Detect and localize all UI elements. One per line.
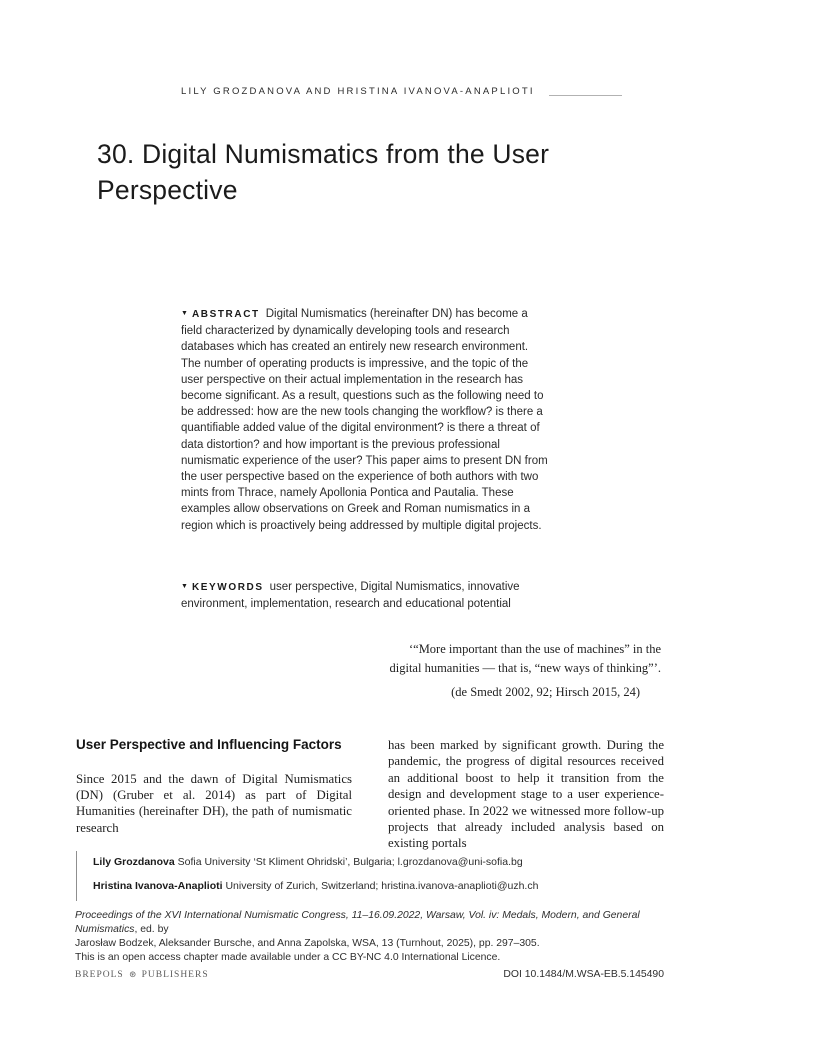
running-head-rule — [549, 95, 622, 96]
right-column-paragraph: has been marked by significant growth. During the pandemic, the progress of digital resources received an additional boost to help it transition from the design and development stage to a user experience-oriented phase. In 2022 we witnessed more follow-up projects that already included analysis based on existing portals — [388, 738, 664, 851]
publisher-mark-icon: ⊛ — [129, 969, 137, 979]
author-affiliation: Sofia University ‘St Kliment Ohridski’, Bulgaria; l.grozdanova@uni-sofia.bg — [177, 856, 523, 868]
triangle-down-icon: ▼ — [181, 310, 188, 317]
doi-text: DOI 10.1484/M.WSA-EB.5.145490 — [503, 969, 664, 980]
imprint-bottom-row — [75, 967, 664, 982]
epigraph-citation: (de Smedt 2002, 92; Hirsch 2015, 24) — [451, 685, 640, 699]
publisher-word: PUBLISHERS — [141, 970, 209, 980]
publisher-name: BREPOLS — [75, 970, 124, 980]
abstract-label: ABSTRACT — [191, 309, 260, 320]
keywords-label: KEYWORDS — [191, 582, 264, 593]
triangle-down-icon: ▼ — [181, 583, 188, 590]
keywords-block — [181, 579, 549, 612]
left-column-paragraph: Since 2015 and the dawn of Digital Numismatics (DN) (Gruber et al. 2014) as part of Digital Humanities (hereinafter DH), the path of numismatic research — [76, 771, 352, 835]
proceedings-edby: , ed. by — [134, 924, 169, 935]
body-columns — [76, 737, 664, 852]
imprint-line1 — [75, 909, 664, 937]
imprint-line2: Jarosław Bodzek, Aleksander Bursche, and Anna Zapolska, WSA, 13 (Turnhout, 2025), pp. 297–305. — [75, 938, 540, 949]
chapter-title: 30. Digital Numismatics from the User Perspective — [97, 138, 550, 205]
left-column — [76, 737, 352, 852]
running-head-authors: LILY GROZDANOVA AND HRISTINA IVANOVA-ANAPLIOTI — [181, 86, 535, 97]
author-note — [93, 880, 693, 893]
epigraph-quote-line1: ‘“More important than the use of machines” in the — [408, 642, 661, 656]
publisher-imprint — [75, 967, 209, 982]
abstract-block — [181, 306, 549, 534]
author-name: Hristina Ivanova-Anaplioti — [93, 880, 223, 892]
epigraph-quote-line2: digital humanities — that is, “new ways of thinking”’. — [389, 660, 661, 675]
author-affiliation: University of Zurich, Switzerland; hristina.ivanova-anaplioti@uzh.ch — [225, 880, 539, 892]
author-name: Lily Grozdanova — [93, 856, 175, 868]
keywords-text: user perspective, Digital Numismatics, innovative environment, implementation, research and educational potential — [181, 581, 520, 611]
author-notes — [76, 851, 693, 901]
imprint-line3: This is an open access chapter made available under a CC BY-NC 4.0 International Licence. — [75, 952, 501, 963]
section-heading: User Perspective and Influencing Factors — [76, 737, 342, 752]
abstract-text: Digital Numismatics (hereinafter DN) has become a field characterized by dynamically developing tools and research databases which has created an entirely new research environment. The number of operating products is impressive, and the topic of the user perspective on their actual implementation in the research has become significant. As a result, questions such as the following need to be addressed: how are the new tools changing the workflow? is there a quantifiable added value of the digital environment? is there a threat of data distortion? and how important is the previous professional numismatic experience of the user? This paper aims to present DN from the user perspective based on the experience of both authors with two mints from Thrace, namely Apollonia Pontica and Pautalia. These examples allow observations on Greek and Roman numismatics in a region which is proactively being addressed by multiple digital projects. — [181, 308, 548, 532]
author-note — [93, 856, 693, 869]
right-column — [388, 737, 664, 852]
epigraph — [330, 640, 661, 702]
proceedings-title: Proceedings of the XVI International Numismatic Congress, 11–16.09.2022, Warsaw, Vol. iv: Medals, Modern, and General Numismatics — [75, 910, 640, 935]
imprint-block — [75, 909, 664, 982]
